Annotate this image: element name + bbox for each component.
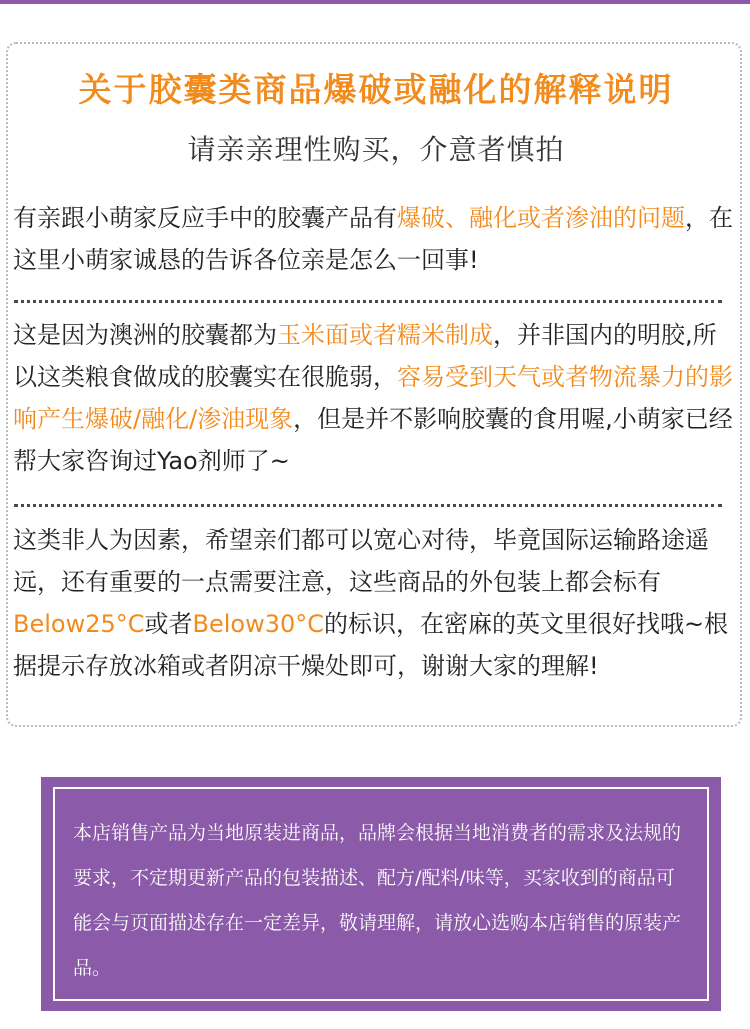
store-disclaimer-box: [41, 777, 721, 1011]
paragraph-text: 这是因为澳洲的胶囊都为: [13, 321, 277, 349]
highlight-text: 爆破、融化或者渗油的问题: [397, 204, 685, 232]
paragraph-text: 的标识，在密麻的英文里很好找哦~根据提示存放冰箱或者阴凉干燥处即可，谢谢大家的理解!: [13, 610, 729, 680]
paragraph-text: ，但是并不影响胶囊的食用喔,小萌家已经帮大家咨询过Yao剂师了~: [13, 405, 733, 475]
capsule-notice-card: [6, 42, 742, 727]
notice-subtitle: 请亲亲理性购买，介意者慎拍: [187, 133, 565, 166]
highlight-text: Below30°C: [192, 610, 325, 638]
paragraph-text: ，在这里小萌家诚恳的告诉各位亲是怎么一回事!: [13, 204, 733, 274]
notice-paragraph-2: [13, 314, 733, 482]
paragraph-text: ，并非国内的明胶,所以这类粮食做成的胶囊实在很脆弱，: [13, 321, 717, 391]
highlight-text: 容易受到天气或者物流暴力的影响产生爆破/融化/渗油现象: [13, 363, 733, 433]
highlight-text: 玉米面或者糯米制成: [277, 321, 493, 349]
dotted-divider: [14, 504, 722, 507]
notice-title: 关于胶囊类商品爆破或融化的解释说明: [78, 70, 674, 109]
disclaimer-text: 本店销售产品为当地原装进商品，品牌会根据当地消费者的需求及法规的要求，不定期更新产品的包装描述、配方/配料/味等，买家收到的商品可能会与页面描述存在一定差异，敬请理解，请放心选购本店销售的原装产品。: [73, 822, 682, 979]
paragraph-text: 或者: [144, 610, 193, 638]
dotted-divider: [14, 300, 722, 303]
top-accent-bar: [0, 0, 750, 4]
highlight-text: Below25°C: [13, 610, 145, 638]
notice-paragraph-3: [13, 519, 733, 687]
paragraph-text: 这类非人为因素，希望亲们都可以宽心对待，毕竟国际运输路途遥远，还有重要的一点需要注意，这些商品的外包装上都会标有: [13, 526, 709, 596]
notice-paragraph-1: [13, 197, 733, 281]
disclaimer-frame: [53, 787, 709, 1001]
paragraph-text: 有亲跟小萌家反应手中的胶囊产品有: [13, 204, 397, 232]
